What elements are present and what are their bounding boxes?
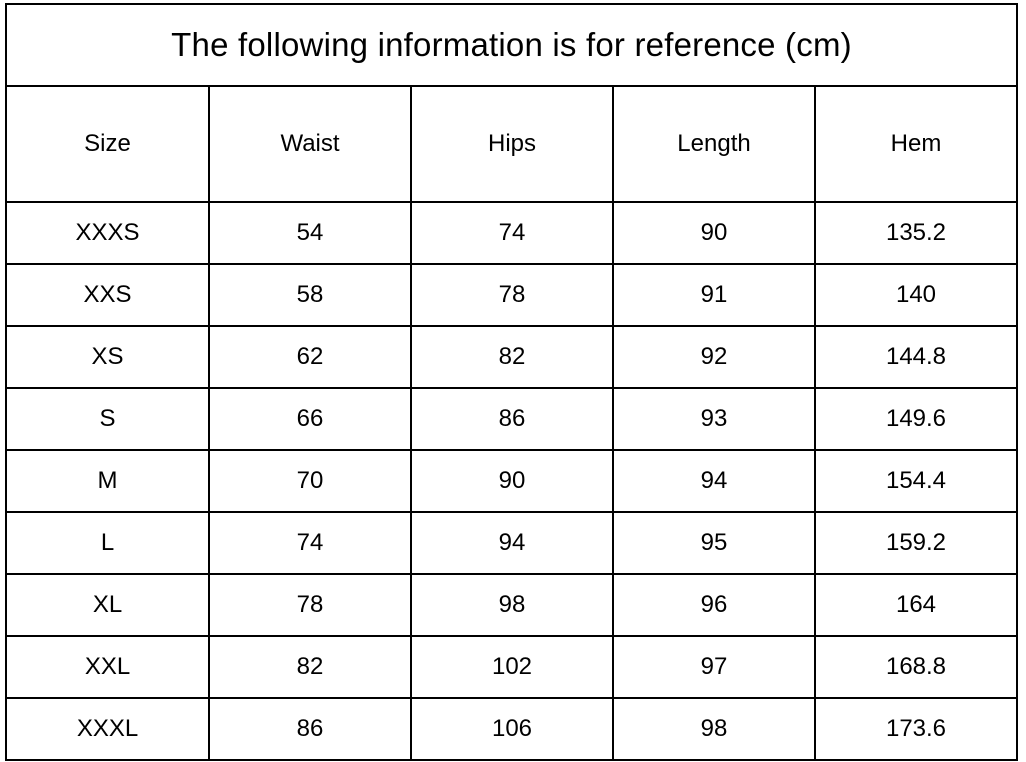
- table-row: [6, 698, 1017, 760]
- cell-hem: 140: [815, 264, 1017, 326]
- cell-hips: 94: [411, 512, 613, 574]
- size-chart-table: [5, 3, 1018, 761]
- cell-waist: 74: [209, 512, 411, 574]
- table-row: [6, 264, 1017, 326]
- cell-hem: 144.8: [815, 326, 1017, 388]
- cell-length: 96: [613, 574, 815, 636]
- cell-hips: 86: [411, 388, 613, 450]
- cell-hips: 98: [411, 574, 613, 636]
- column-header-hem: Hem: [815, 86, 1017, 202]
- cell-hips: 78: [411, 264, 613, 326]
- column-header-length: Length: [613, 86, 815, 202]
- title-row: [6, 4, 1017, 86]
- cell-hips: 106: [411, 698, 613, 760]
- cell-hem: 164: [815, 574, 1017, 636]
- cell-size: XXXL: [6, 698, 209, 760]
- table-row: [6, 450, 1017, 512]
- cell-hips: 82: [411, 326, 613, 388]
- cell-size: XXXS: [6, 202, 209, 264]
- cell-length: 94: [613, 450, 815, 512]
- cell-hem: 149.6: [815, 388, 1017, 450]
- header-row: [6, 86, 1017, 202]
- cell-length: 93: [613, 388, 815, 450]
- table-row: [6, 512, 1017, 574]
- cell-waist: 70: [209, 450, 411, 512]
- table-row: [6, 326, 1017, 388]
- cell-size: L: [6, 512, 209, 574]
- cell-waist: 54: [209, 202, 411, 264]
- cell-waist: 78: [209, 574, 411, 636]
- table-row: [6, 574, 1017, 636]
- table-row: [6, 388, 1017, 450]
- cell-size: XS: [6, 326, 209, 388]
- column-header-size: Size: [6, 86, 209, 202]
- cell-length: 90: [613, 202, 815, 264]
- table-row: [6, 202, 1017, 264]
- cell-length: 92: [613, 326, 815, 388]
- cell-waist: 62: [209, 326, 411, 388]
- cell-hips: 90: [411, 450, 613, 512]
- cell-waist: 82: [209, 636, 411, 698]
- cell-hem: 135.2: [815, 202, 1017, 264]
- cell-hips: 74: [411, 202, 613, 264]
- table-title: The following information is for reference (cm): [6, 4, 1017, 86]
- cell-length: 95: [613, 512, 815, 574]
- cell-hem: 159.2: [815, 512, 1017, 574]
- cell-size: S: [6, 388, 209, 450]
- cell-size: M: [6, 450, 209, 512]
- table-row: [6, 636, 1017, 698]
- cell-length: 91: [613, 264, 815, 326]
- cell-hem: 168.8: [815, 636, 1017, 698]
- cell-size: XXL: [6, 636, 209, 698]
- cell-length: 97: [613, 636, 815, 698]
- cell-hem: 154.4: [815, 450, 1017, 512]
- cell-waist: 58: [209, 264, 411, 326]
- cell-waist: 66: [209, 388, 411, 450]
- cell-waist: 86: [209, 698, 411, 760]
- cell-length: 98: [613, 698, 815, 760]
- column-header-waist: Waist: [209, 86, 411, 202]
- cell-hem: 173.6: [815, 698, 1017, 760]
- cell-size: XXS: [6, 264, 209, 326]
- column-header-hips: Hips: [411, 86, 613, 202]
- cell-hips: 102: [411, 636, 613, 698]
- cell-size: XL: [6, 574, 209, 636]
